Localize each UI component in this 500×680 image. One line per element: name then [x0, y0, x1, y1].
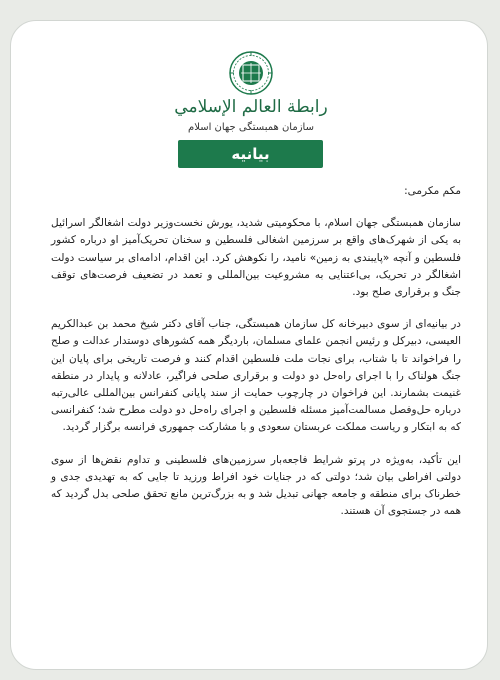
greeting: مکم مکرمی:	[404, 185, 461, 197]
statement-banner: بیانیه	[178, 140, 323, 168]
paragraph-1: سازمان همبستگی جهان اسلام، با محکومیتی شدید، یورش نخست‌وزیر دولت اشغالگر اسرائیل به یکی از شهرک‌های واقع بر سرزمین اشغالی فلسطین و سخنان تحریک‌آمیز او درباره کشور فلسطین و آنچه «پایبندی به زمین» نامید، را نکوهش کرد. این اقدام، ادامه‌ای بر سیاست دولت اشغالگر در تحریک، بی‌اعتنایی به مشروعیت بین‌المللی و تعمد در تضعیف فرصت‌های توقف جنگ و برقراری صلح بود.	[51, 217, 461, 299]
organization-name-arabic: رابطة العالم الإسلامي	[174, 97, 328, 117]
paragraph-3: این تأکید، به‌ویژه در پرتو شرایط فاجعه‌بار سرزمین‌های فلسطینی و تداوم نقض‌ها از سوی دولتی افراطی بیان شد؛ دولتی که در جنایات خود افراط ورزید تا جایی که به تهدیدی جدی و خطرناک برای منطقه و جامعه جهانی تبدیل شد و به بزرگ‌ترین مانع تحقق صلحی بدل گردید که همه در جستجوی آن هستند.	[51, 453, 461, 518]
organization-emblem-icon	[229, 51, 273, 95]
statement-body	[51, 183, 461, 535]
organization-name-persian: سازمان همبستگی جهان اسلام	[188, 122, 314, 133]
letterhead	[11, 51, 487, 171]
paragraph-2: در بیانیه‌ای از سوی دبیرخانه کل سازمان همبستگی، جناب آقای دکتر شیخ محمد بن عبدالکریم العیسی، دبیرکل و رئیس انجمن علمای مسلمان، باردیگر همه کشورهای دوستدار عدالت و صلح را فراخواند تا با شتاب، برای نجات ملت فلسطین اقدام کنند و فرصت تاریخی برای پایان این جنگ هولناک را با اجرای راه‌حل دو دولت و برقراری صلحی فراگیر، عادلانه و پایدار در منطقه غنیمت بشمارند. این فراخوان در چارچوب حمایت از سند پایانی کنفرانس بین‌المللی عالی‌رتبه درباره حل‌وفصل مسالمت‌آمیز مسئله فلسطین و اجرای راه‌حل دو دولت مطرح شد؛ کنفرانسی که به ابتکار و ریاست مملکت عربستان سعودی و با مشارکت جمهوری فرانسه برگزار گردید.	[51, 318, 461, 434]
statement-page	[10, 20, 488, 670]
